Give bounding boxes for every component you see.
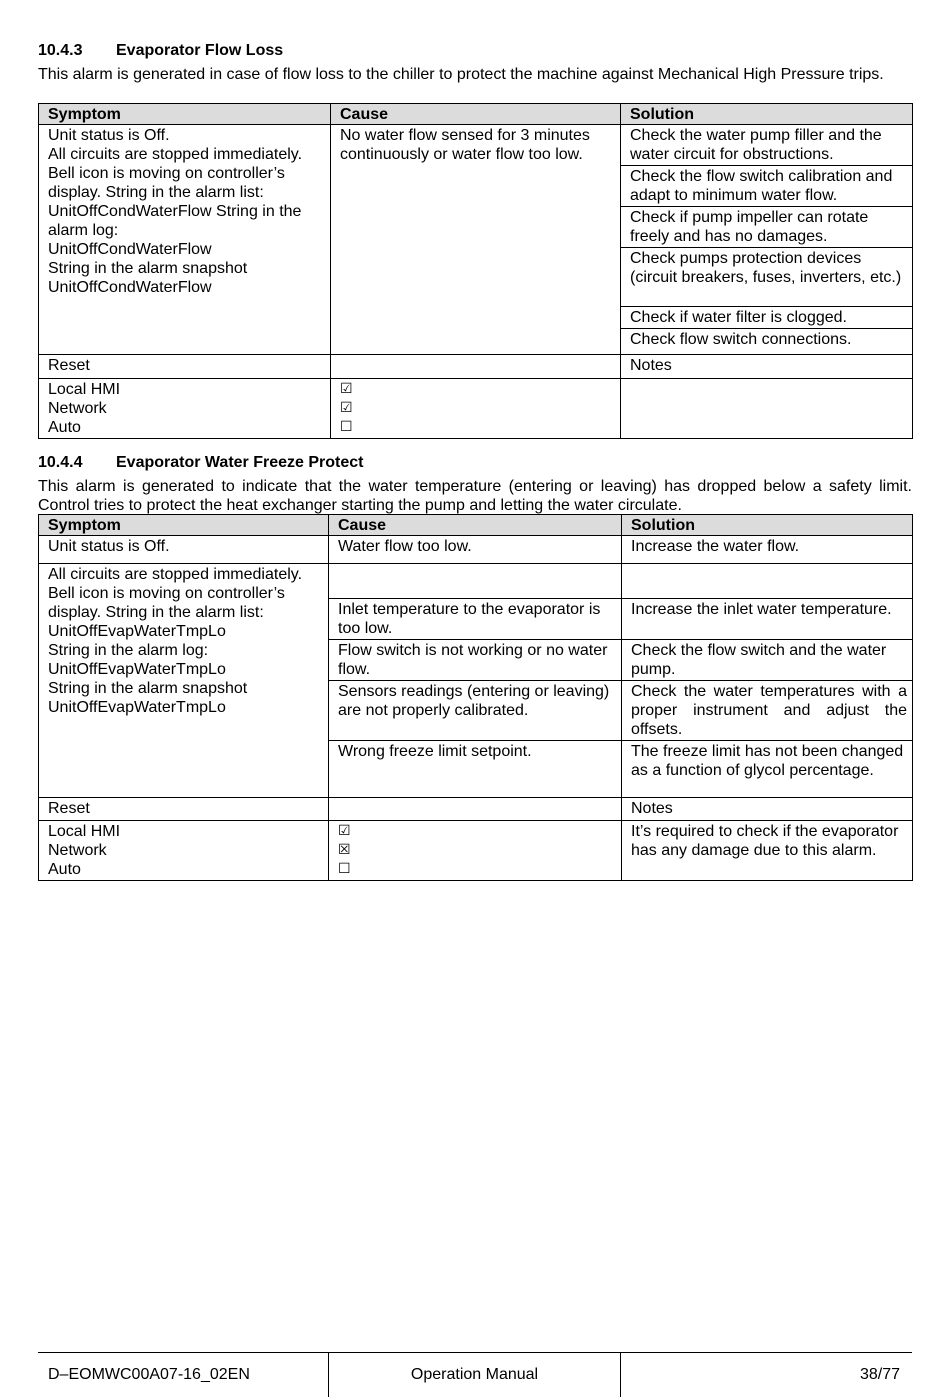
symptom-line: Unit status is Off.	[48, 127, 170, 144]
reset-label: Reset	[39, 798, 329, 821]
checked-box-icon: ☑	[340, 400, 353, 416]
cause-cell	[329, 564, 622, 599]
solution-cell: Check if pump impeller can rotate freely and has no damages.	[621, 207, 913, 248]
reset-option-network: Network	[48, 400, 107, 417]
header-solution: Solution	[622, 515, 913, 536]
footer-page-number: 38/77	[859, 1366, 900, 1383]
header-symptom: Symptom	[39, 515, 329, 536]
notes-label: Notes	[622, 798, 913, 821]
table-row	[39, 125, 913, 166]
symptom-cell	[39, 125, 331, 355]
page-footer	[38, 1352, 912, 1397]
symptom-line: UnitOffEvapWaterTmpLo	[48, 623, 226, 640]
solution-text: Check the water temperatures with a proper instrument and adjust the offsets.	[631, 683, 907, 738]
empty-cell	[331, 355, 621, 379]
symptom-line: String in the alarm snapshot	[48, 680, 248, 697]
checked-box-icon: ☑	[338, 823, 351, 839]
footer-doc-code: D–EOMWC00A07-16_02EN	[48, 1366, 250, 1383]
symptom-line: display. String in the alarm list:	[48, 184, 264, 201]
header-cause: Cause	[329, 515, 622, 536]
symptom-line: alarm log:	[48, 222, 119, 239]
solution-cell: Check the flow switch calibration and adapt to minimum water flow.	[621, 166, 913, 207]
solution-cell: Increase the water flow.	[622, 536, 913, 564]
alarm-table-flow-loss	[38, 103, 913, 439]
section-title: Evaporator Flow Loss	[116, 42, 284, 59]
cause-cell: Water flow too low.	[329, 536, 622, 564]
symptom-line: UnitOffEvapWaterTmpLo	[48, 699, 226, 716]
section-number: 10.4.3	[38, 42, 83, 59]
solution-cell: Check pumps protection devices (circuit breakers, fuses, inverters, etc.)	[621, 248, 913, 307]
solution-cell	[622, 564, 913, 599]
checked-box-icon: ☑	[340, 381, 353, 397]
section-intro-line-2: Control tries to protect the heat exchanger starting the pump and letting the water circulate.	[38, 497, 682, 514]
reset-label: Reset	[39, 355, 331, 379]
solution-cell: The freeze limit has not been changed as a function of glycol percentage.	[622, 741, 913, 798]
symptom-line: Bell icon is moving on controller’s	[48, 165, 285, 182]
symptom-line: All circuits are stopped immediately.	[48, 146, 303, 163]
section-intro-line-1: This alarm is generated to indicate that the water temperature (entering or leaving) has dropped below a safety limit.	[38, 478, 912, 495]
reset-option-local-hmi: Local HMI	[48, 381, 121, 398]
symptom-line: Bell icon is moving on controller’s	[48, 585, 285, 602]
reset-header-row	[39, 798, 913, 821]
symptom-line: All circuits are stopped immediately.	[48, 566, 303, 583]
table-row	[39, 564, 913, 599]
notes-label: Notes	[621, 355, 913, 379]
empty-box-icon: ☐	[340, 419, 353, 435]
alarm-table-freeze-protect	[38, 514, 913, 881]
header-cause: Cause	[331, 104, 621, 125]
footer-divider	[620, 1353, 621, 1397]
notes-cell: It’s required to check if the evaporator has any damage due to this alarm.	[622, 821, 913, 881]
table-row	[39, 536, 913, 564]
symptom-line: display. String in the alarm list:	[48, 604, 264, 621]
symptom-line: UnitOffCondWaterFlow String in the	[48, 203, 302, 220]
cause-cell: Flow switch is not working or no water flow.	[329, 640, 622, 681]
solution-cell: Check the flow switch and the water pump.	[622, 640, 913, 681]
cause-cell: No water flow sensed for 3 minutes continuously or water flow too low.	[331, 125, 621, 355]
symptom-line: UnitOffCondWaterFlow	[48, 279, 212, 296]
section-title: Evaporator Water Freeze Protect	[116, 454, 364, 471]
solution-cell: Check if water filter is clogged.	[621, 307, 913, 329]
reset-marks-cell	[329, 821, 622, 881]
solution-cell	[622, 681, 913, 741]
notes-cell	[621, 379, 913, 439]
crossed-box-icon: ☒	[338, 842, 351, 858]
reset-option-local-hmi: Local HMI	[48, 823, 121, 840]
section-intro: This alarm is generated in case of flow loss to the chiller to protect the machine against Mechanical High Pressure trips.	[38, 66, 884, 83]
reset-options-cell	[39, 821, 329, 881]
table-header-row	[39, 515, 913, 536]
section-number: 10.4.4	[38, 454, 83, 471]
reset-option-auto: Auto	[48, 861, 81, 878]
empty-cell	[329, 798, 622, 821]
solution-cell: Increase the inlet water temperature.	[622, 599, 913, 640]
footer-doc-title: Operation Manual	[410, 1366, 539, 1383]
symptom-line: UnitOffCondWaterFlow	[48, 241, 212, 258]
symptom-cell: Unit status is Off.	[39, 536, 329, 564]
symptom-line: UnitOffEvapWaterTmpLo	[48, 661, 226, 678]
empty-box-icon: ☐	[338, 861, 351, 877]
cause-cell: Inlet temperature to the evaporator is too low.	[329, 599, 622, 640]
reset-header-row	[39, 355, 913, 379]
reset-option-auto: Auto	[48, 419, 81, 436]
header-solution: Solution	[621, 104, 913, 125]
reset-marks-cell	[331, 379, 621, 439]
reset-row	[39, 821, 913, 881]
header-symptom: Symptom	[39, 104, 331, 125]
cause-cell: Sensors readings (entering or leaving) are not properly calibrated.	[329, 681, 622, 741]
cause-cell: Wrong freeze limit setpoint.	[329, 741, 622, 798]
symptom-line: String in the alarm log:	[48, 642, 209, 659]
section-heading	[38, 454, 363, 472]
symptom-line: String in the alarm snapshot	[48, 260, 248, 277]
table-header-row	[39, 104, 913, 125]
symptom-cell	[39, 564, 329, 798]
solution-cell: Check flow switch connections.	[621, 329, 913, 355]
reset-options-cell	[39, 379, 331, 439]
section-heading	[38, 42, 283, 60]
solution-cell: Check the water pump filler and the water circuit for obstructions.	[621, 125, 913, 166]
reset-row	[39, 379, 913, 439]
reset-option-network: Network	[48, 842, 107, 859]
